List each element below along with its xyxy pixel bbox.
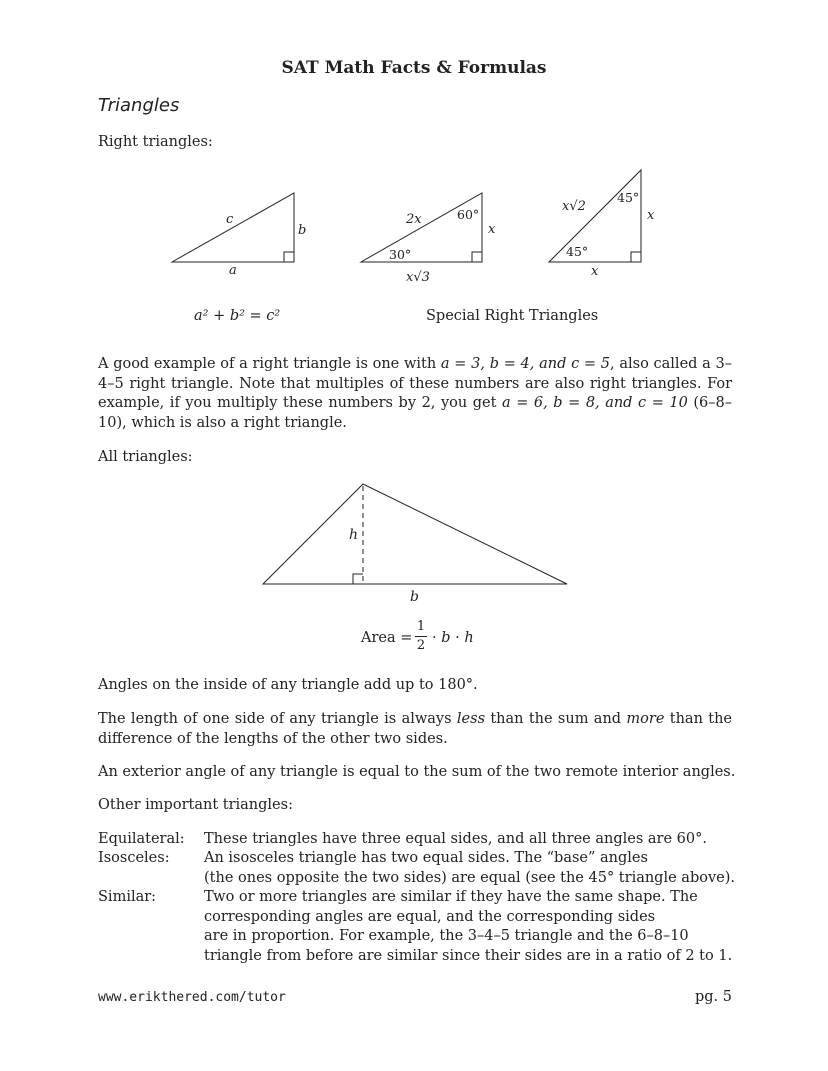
term-isosceles: Isosceles: <box>98 850 170 866</box>
eq-345: a = 3, b = 4, and c = 5 <box>440 356 611 372</box>
all-triangles-label: All triangles: <box>98 449 193 465</box>
fact-exterior: An exterior angle of any triangle is equal to the sum of the two remote interior angles. <box>98 764 736 780</box>
label-x-root2: x√2 <box>562 199 586 214</box>
definition-equilateral <box>98 830 738 850</box>
definition-line: are in proportion. For example, the 3–4–5 triangle and the 6–8–10 <box>204 928 689 944</box>
label-2x: 2x <box>406 212 422 227</box>
right-angle-mark-2 <box>472 252 482 262</box>
right-angle-mark-4 <box>353 574 363 584</box>
fact-lengths: The length of one side of any triangle is always less than the sum and more than the difference of the lengths of the other two sides. <box>98 711 732 747</box>
definition-line: These triangles have three equal sides, and all three angles are 60°. <box>204 831 707 847</box>
definition-similar <box>98 888 738 968</box>
pythagorean-formula: a² + b² = c² <box>194 308 281 324</box>
paragraph-345: A good example of a right triangle is one with a = 3, b = 4, and c = 5, also called a 3–4–5 right triangle. Note that multiples of these numbers are also right triangles. For example, if you multiply these numbers by 2, you get a = 6, b = 8, and c = 10 (6–8–10), which is also a right triangle. <box>98 356 733 431</box>
right-angle-mark-3 <box>631 252 641 262</box>
area-lhs: Area = <box>361 630 413 646</box>
label-30: 30° <box>389 247 412 262</box>
term-similar: Similar: <box>98 889 157 905</box>
fraction-bar <box>415 636 427 637</box>
definition-line: Two or more triangles are similar if they have the same shape. The <box>204 889 698 905</box>
section-heading: Triangles <box>98 95 180 116</box>
word-more: more <box>626 711 665 727</box>
footer-url: www.erikthered.com/tutor <box>98 990 286 1005</box>
area-rhs: · b · h <box>432 630 474 646</box>
definition-line: An isosceles triangle has two equal sides. The “base” angles <box>204 850 648 866</box>
area-fraction <box>414 619 428 654</box>
label-x-2: x <box>488 222 496 237</box>
label-base-b: b <box>410 589 419 605</box>
page-title: SAT Math Facts & Formulas <box>281 58 547 78</box>
triangle-45-45-90 <box>549 170 641 262</box>
right-angle-mark-1 <box>284 252 294 262</box>
definition-isosceles <box>98 849 738 889</box>
label-b: b <box>298 223 307 238</box>
other-triangles-label: Other important triangles: <box>98 797 293 813</box>
fraction-numerator: 1 <box>416 619 426 634</box>
label-x-3: x <box>647 208 655 223</box>
label-45-left: 45° <box>566 244 589 259</box>
definition-line: corresponding angles are equal, and the corresponding sides <box>204 908 656 925</box>
definition-line: (the ones opposite the two sides) are equal (see the 45° triangle above). <box>204 869 735 886</box>
page-number: pg. 5 <box>694 989 732 1005</box>
fraction-denominator: 2 <box>416 638 426 653</box>
label-h: h <box>349 527 359 543</box>
right-triangles-label: Right triangles: <box>98 134 213 150</box>
fact-angles: Angles on the inside of any triangle add up to 180°. <box>98 677 478 693</box>
label-45-top: 45° <box>617 190 640 205</box>
label-a: a <box>229 263 237 278</box>
label-x-root3: x√3 <box>406 270 430 285</box>
triangle-30-60-90 <box>361 193 482 262</box>
right-triangle-abc <box>172 193 294 262</box>
label-x-base: x <box>591 264 599 279</box>
label-60: 60° <box>457 207 480 222</box>
word-less: less <box>456 711 486 727</box>
general-triangle <box>263 484 567 584</box>
term-equilateral: Equilateral: <box>98 831 185 847</box>
label-c: c <box>226 212 234 227</box>
definition-line: triangle from before are similar since their sides are in a ratio of 2 to 1. <box>204 947 733 964</box>
eq-6810: a = 6, b = 8, and c = 10 <box>502 395 688 411</box>
special-caption: Special Right Triangles <box>426 308 599 324</box>
